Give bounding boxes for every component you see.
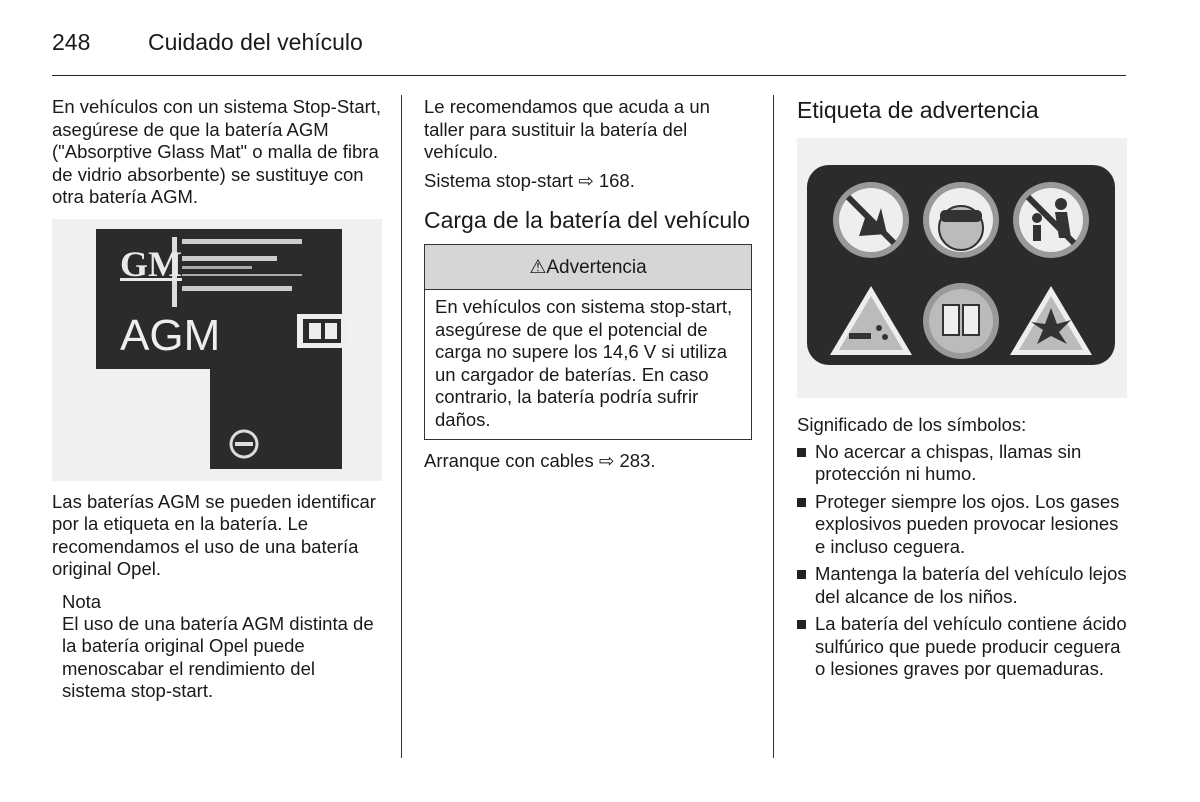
charging-heading: Carga de la batería del vehículo [424,207,751,233]
page-title: Cuidado del vehículo [148,29,363,55]
column-divider-2 [773,95,774,758]
warning-label-heading: Etiqueta de advertencia [797,97,1039,123]
bullet-square-icon [797,498,806,507]
agm-battery-label-figure [52,219,382,481]
bullet-square-icon [797,620,806,629]
note-text: El uso de una batería AGM distinta de la batería original Opel puede menoscabar el rendimiento del sistema stop-start. [62,612,374,701]
column-3 [797,96,1127,686]
list-item [797,491,1127,559]
agm-label-text: AGM [120,310,221,360]
column-2 [424,96,754,473]
keep-away-children-icon [1013,182,1089,258]
workshop-paragraph: Le recomendamos que acuda a un taller para sustituir la batería del vehículo. [424,96,710,162]
list-item [797,441,1127,486]
bullet-text: La batería del vehículo contiene ácido sulfúrico que puede producir ceguera o lesiones graves por quemaduras. [815,613,1127,679]
header-divider [52,75,1126,76]
no-flame-icon [833,182,909,258]
warning-title: ⚠Advertencia [529,256,647,278]
bullet-text: Proteger siempre los ojos. Los gases explosivos pueden provocar lesiones e incluso ceguera. [815,490,1120,557]
warning-box [424,244,752,440]
note-title: Nota [62,590,102,612]
warning-symbols-illustration [797,138,1127,398]
page-number: 248 [52,29,91,55]
warning-symbols-figure [797,138,1127,398]
list-item [797,563,1127,608]
bullet-text: Mantenga la batería del vehículo lejos del alcance de los niños. [815,563,1127,607]
note-block [62,591,382,703]
gm-logo: GM [120,243,182,284]
agm-identification-paragraph: Las baterías AGM se pueden identificar por la etiqueta en la batería. Le recomendamos el uso de una batería original Opel. [52,490,376,579]
column-1 [52,96,382,703]
bullet-text: No acercar a chispas, llamas sin protección ni humo. [815,440,1082,484]
warning-text: En vehículos con sistema stop-start, asegúrese de que el potencial de carga no supere los 14,6 V si utiliza un cargador de baterías. En caso contrario, la batería podría sufrir daños. [435,296,733,430]
bullet-square-icon [797,448,806,457]
page-header [52,24,1126,74]
bullet-square-icon [797,570,806,579]
stop-start-reference[interactable]: Sistema stop-start ⇨ 168. [424,169,635,191]
list-item [797,613,1127,681]
read-manual-icon [923,283,999,359]
symbols-list [797,441,1127,681]
column-divider-1 [401,95,402,758]
warning-header [425,245,751,290]
jump-start-reference[interactable]: Arranque con cables ⇨ 283. [424,450,656,471]
symbols-intro: Significado de los símbolos: [797,414,1027,435]
eye-protection-icon [923,182,999,258]
agm-intro-paragraph: En vehículos con un sistema Stop-Start, asegúrese de que la batería AGM ("Absorptive Glass Mat" o malla de fibra de vidrio absorbente) se sustituye con otra batería AGM. [52,96,382,207]
